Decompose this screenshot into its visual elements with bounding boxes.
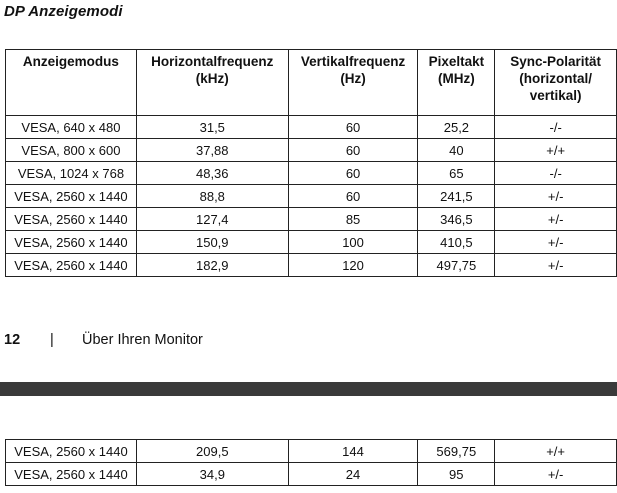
cell-horizontal-frequency: 88,8 bbox=[136, 185, 288, 208]
cell-vertical-frequency: 60 bbox=[288, 185, 418, 208]
cell-sync-polarity: +/- bbox=[495, 231, 617, 254]
section-title: DP Anzeigemodi bbox=[4, 3, 123, 20]
page-footer bbox=[4, 332, 203, 348]
cell-horizontal-frequency: 150,9 bbox=[136, 231, 288, 254]
cell-horizontal-frequency: 182,9 bbox=[136, 254, 288, 277]
display-modes-table-continued bbox=[5, 439, 617, 486]
header-pixel-clock: Pixeltakt (MHz) bbox=[418, 50, 495, 116]
table-row bbox=[6, 254, 617, 277]
cell-sync-polarity: +/- bbox=[495, 208, 617, 231]
cell-sync-polarity: +/- bbox=[495, 254, 617, 277]
cell-horizontal-frequency: 209,5 bbox=[136, 440, 288, 463]
cell-vertical-frequency: 60 bbox=[288, 116, 418, 139]
table-header-row bbox=[6, 50, 617, 116]
header-display-mode: Anzeigemodus bbox=[6, 50, 137, 116]
cell-pixel-clock: 241,5 bbox=[418, 185, 495, 208]
cell-vertical-frequency: 120 bbox=[288, 254, 418, 277]
cell-sync-polarity: +/+ bbox=[495, 440, 617, 463]
cell-horizontal-frequency: 127,4 bbox=[136, 208, 288, 231]
cell-display-mode: VESA, 1024 x 768 bbox=[6, 162, 137, 185]
display-modes-table bbox=[5, 49, 617, 277]
page-break-band bbox=[0, 382, 617, 396]
cell-pixel-clock: 497,75 bbox=[418, 254, 495, 277]
cell-vertical-frequency: 24 bbox=[288, 463, 418, 486]
cell-display-mode: VESA, 640 x 480 bbox=[6, 116, 137, 139]
cell-sync-polarity: -/- bbox=[495, 116, 617, 139]
cell-display-mode: VESA, 2560 x 1440 bbox=[6, 440, 137, 463]
cell-display-mode: VESA, 2560 x 1440 bbox=[6, 463, 137, 486]
cell-vertical-frequency: 60 bbox=[288, 139, 418, 162]
table-row bbox=[6, 162, 617, 185]
cell-pixel-clock: 40 bbox=[418, 139, 495, 162]
cell-vertical-frequency: 85 bbox=[288, 208, 418, 231]
cell-horizontal-frequency: 37,88 bbox=[136, 139, 288, 162]
cell-pixel-clock: 346,5 bbox=[418, 208, 495, 231]
table-row bbox=[6, 139, 617, 162]
table-row bbox=[6, 463, 617, 486]
page-number: 12 bbox=[4, 332, 21, 348]
cell-sync-polarity: +/- bbox=[495, 185, 617, 208]
cell-pixel-clock: 410,5 bbox=[418, 231, 495, 254]
cell-pixel-clock: 65 bbox=[418, 162, 495, 185]
header-vertical-frequency: Vertikalfrequenz (Hz) bbox=[288, 50, 418, 116]
chapter-title: Über Ihren Monitor bbox=[82, 332, 203, 348]
cell-horizontal-frequency: 34,9 bbox=[136, 463, 288, 486]
footer-separator: | bbox=[50, 332, 54, 348]
cell-pixel-clock: 95 bbox=[418, 463, 495, 486]
table-row bbox=[6, 440, 617, 463]
header-sync-polarity: Sync-Polarität (horizontal/ vertikal) bbox=[495, 50, 617, 116]
header-horizontal-frequency: Horizontalfrequenz (kHz) bbox=[136, 50, 288, 116]
cell-sync-polarity: +/+ bbox=[495, 139, 617, 162]
cell-sync-polarity: -/- bbox=[495, 162, 617, 185]
cell-display-mode: VESA, 2560 x 1440 bbox=[6, 208, 137, 231]
cell-display-mode: VESA, 800 x 600 bbox=[6, 139, 137, 162]
cell-display-mode: VESA, 2560 x 1440 bbox=[6, 231, 137, 254]
table-row bbox=[6, 208, 617, 231]
cell-pixel-clock: 569,75 bbox=[418, 440, 495, 463]
cell-display-mode: VESA, 2560 x 1440 bbox=[6, 254, 137, 277]
cell-pixel-clock: 25,2 bbox=[418, 116, 495, 139]
table-row bbox=[6, 231, 617, 254]
cell-vertical-frequency: 144 bbox=[288, 440, 418, 463]
cell-display-mode: VESA, 2560 x 1440 bbox=[6, 185, 137, 208]
cell-vertical-frequency: 100 bbox=[288, 231, 418, 254]
table-row bbox=[6, 185, 617, 208]
cell-vertical-frequency: 60 bbox=[288, 162, 418, 185]
cell-horizontal-frequency: 48,36 bbox=[136, 162, 288, 185]
cell-sync-polarity: +/- bbox=[495, 463, 617, 486]
table-row bbox=[6, 116, 617, 139]
cell-horizontal-frequency: 31,5 bbox=[136, 116, 288, 139]
